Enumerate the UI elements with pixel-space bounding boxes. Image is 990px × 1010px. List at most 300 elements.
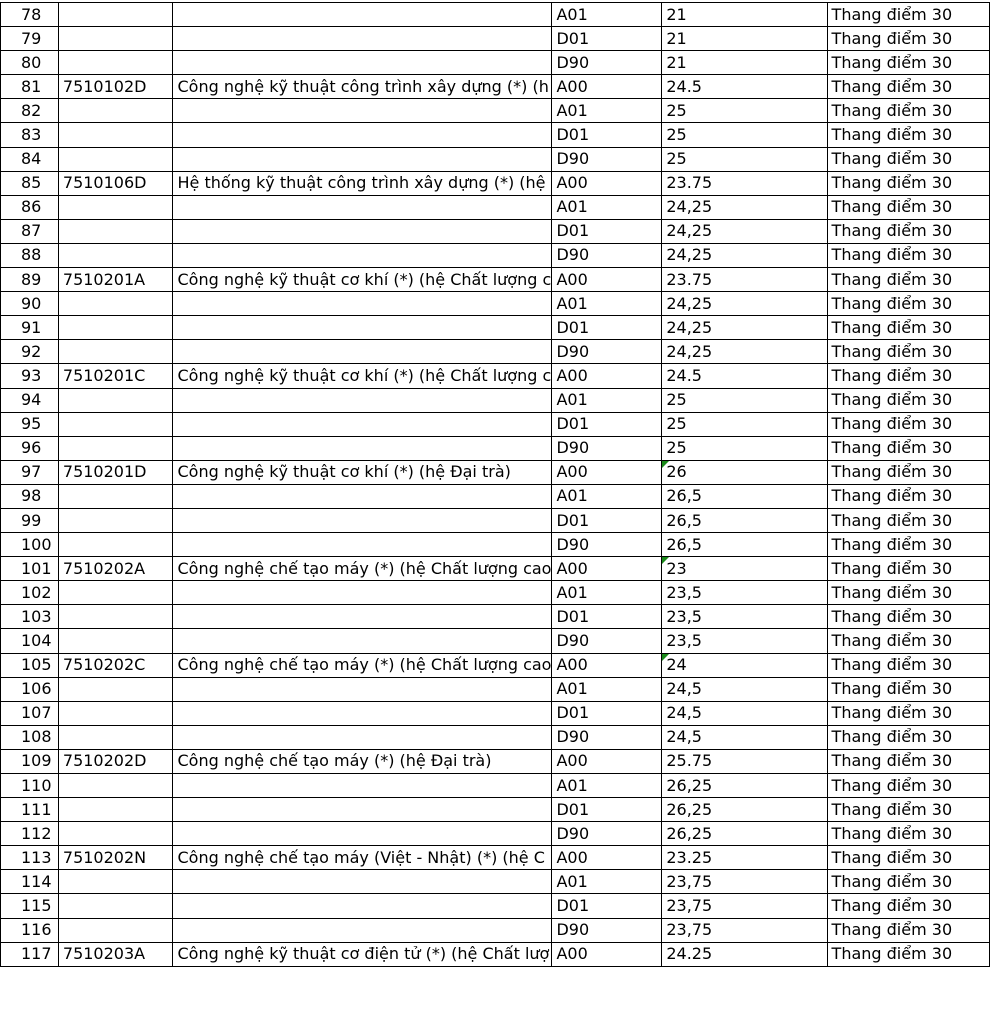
subject-combination-cell[interactable]: [552, 774, 662, 798]
subject-combination-cell[interactable]: [552, 653, 662, 677]
subject-combination-cell[interactable]: [552, 316, 662, 340]
benchmark-score-cell[interactable]: [662, 460, 827, 484]
subject-combination-cell[interactable]: [552, 822, 662, 846]
benchmark-score-text: 23,5: [666, 630, 702, 650]
benchmark-score-cell[interactable]: [662, 894, 827, 918]
major-code-text: 7510106D: [62, 173, 147, 193]
benchmark-score-cell[interactable]: [662, 412, 827, 436]
benchmark-score-cell[interactable]: [662, 557, 827, 581]
subject-combination-cell[interactable]: [552, 460, 662, 484]
major-code-cell[interactable]: [58, 412, 173, 436]
subject-combination-cell[interactable]: [552, 846, 662, 870]
major-name-cell[interactable]: [173, 894, 552, 918]
major-code-cell[interactable]: [58, 171, 173, 195]
row-number-cell[interactable]: [1, 870, 59, 894]
row-number-cell[interactable]: [1, 484, 59, 508]
row-number-cell[interactable]: [1, 147, 59, 171]
subject-combination-text: D90: [556, 341, 590, 361]
score-scale-text: Thang điểm 30: [831, 920, 953, 940]
benchmark-score-text: 23,75: [666, 871, 713, 891]
major-code-cell[interactable]: [58, 340, 173, 364]
row-number-cell[interactable]: [1, 292, 59, 316]
major-name-cell[interactable]: [173, 3, 552, 27]
row-number-cell[interactable]: [1, 629, 59, 653]
major-code-cell[interactable]: [58, 557, 173, 581]
subject-combination-cell[interactable]: [552, 268, 662, 292]
major-name-cell[interactable]: [173, 75, 552, 99]
subject-combination-cell[interactable]: [552, 798, 662, 822]
score-scale-cell[interactable]: [827, 364, 989, 388]
row-number-cell[interactable]: [1, 268, 59, 292]
benchmark-score-cell[interactable]: [662, 533, 827, 557]
score-scale-cell[interactable]: [827, 629, 989, 653]
row-number-cell[interactable]: [1, 581, 59, 605]
subject-combination-cell[interactable]: [552, 870, 662, 894]
benchmark-score-cell[interactable]: [662, 27, 827, 51]
major-code-cell[interactable]: [58, 460, 173, 484]
table-row: [1, 195, 990, 219]
major-code-cell[interactable]: [58, 436, 173, 460]
subject-combination-cell[interactable]: [552, 340, 662, 364]
row-number-cell[interactable]: [1, 195, 59, 219]
subject-combination-cell[interactable]: [552, 725, 662, 749]
row-number-text: 110: [21, 775, 52, 795]
benchmark-score-text: 25: [666, 390, 687, 410]
major-name-cell[interactable]: [173, 774, 552, 798]
score-scale-cell[interactable]: [827, 484, 989, 508]
major-name-cell[interactable]: [173, 412, 552, 436]
benchmark-score-text: 24,5: [666, 727, 702, 747]
score-scale-cell[interactable]: [827, 557, 989, 581]
score-scale-cell[interactable]: [827, 123, 989, 147]
major-name-cell[interactable]: [173, 51, 552, 75]
benchmark-score-cell[interactable]: [662, 870, 827, 894]
major-code-cell[interactable]: [58, 749, 173, 773]
score-scale-cell[interactable]: [827, 75, 989, 99]
subject-combination-cell[interactable]: [552, 557, 662, 581]
subject-combination-cell[interactable]: [552, 508, 662, 532]
row-number-cell[interactable]: [1, 822, 59, 846]
major-code-cell[interactable]: [58, 774, 173, 798]
benchmark-score-cell[interactable]: [662, 316, 827, 340]
row-number-cell[interactable]: [1, 894, 59, 918]
row-number-text: 112: [21, 823, 52, 843]
score-scale-text: Thang điểm 30: [831, 751, 953, 771]
benchmark-score-text: 24: [666, 655, 687, 675]
subject-combination-cell[interactable]: [552, 51, 662, 75]
subject-combination-text: A00: [556, 751, 588, 771]
score-scale-cell[interactable]: [827, 99, 989, 123]
score-scale-cell[interactable]: [827, 51, 989, 75]
major-code-cell[interactable]: [58, 195, 173, 219]
benchmark-score-cell[interactable]: [662, 749, 827, 773]
benchmark-score-cell[interactable]: [662, 798, 827, 822]
major-name-cell[interactable]: [173, 822, 552, 846]
row-number-text: 105: [21, 655, 52, 675]
score-scale-cell[interactable]: [827, 846, 989, 870]
row-number-text: 84: [21, 149, 42, 169]
major-name-cell[interactable]: [173, 846, 552, 870]
row-number-cell[interactable]: [1, 412, 59, 436]
benchmark-score-cell[interactable]: [662, 436, 827, 460]
major-code-cell[interactable]: [58, 99, 173, 123]
major-code-cell[interactable]: [58, 629, 173, 653]
score-scale-cell[interactable]: [827, 894, 989, 918]
major-code-cell[interactable]: [58, 605, 173, 629]
score-scale-cell[interactable]: [827, 798, 989, 822]
row-number-cell[interactable]: [1, 918, 59, 942]
major-code-cell[interactable]: [58, 870, 173, 894]
subject-combination-cell[interactable]: [552, 484, 662, 508]
major-name-cell[interactable]: [173, 533, 552, 557]
row-number-cell[interactable]: [1, 171, 59, 195]
row-number-text: 96: [21, 438, 42, 458]
row-number-text: 90: [21, 293, 42, 313]
score-scale-cell[interactable]: [827, 605, 989, 629]
major-name-cell[interactable]: [173, 557, 552, 581]
subject-combination-cell[interactable]: [552, 436, 662, 460]
major-name-cell[interactable]: [173, 653, 552, 677]
score-scale-text: Thang điểm 30: [831, 582, 953, 602]
subject-combination-cell[interactable]: [552, 195, 662, 219]
major-code-cell[interactable]: [58, 51, 173, 75]
row-number-cell[interactable]: [1, 846, 59, 870]
subject-combination-cell[interactable]: [552, 3, 662, 27]
table-row: [1, 316, 990, 340]
major-name-cell[interactable]: [173, 460, 552, 484]
major-name-cell[interactable]: [173, 918, 552, 942]
score-scale-cell[interactable]: [827, 27, 989, 51]
subject-combination-cell[interactable]: [552, 533, 662, 557]
benchmark-score-cell[interactable]: [662, 484, 827, 508]
benchmark-score-cell[interactable]: [662, 605, 827, 629]
score-scale-text: Thang điểm 30: [831, 655, 953, 675]
subject-combination-cell[interactable]: [552, 292, 662, 316]
subject-combination-cell[interactable]: [552, 605, 662, 629]
row-number-cell[interactable]: [1, 388, 59, 412]
major-code-text: 7510201A: [62, 269, 146, 289]
score-scale-text: Thang điểm 30: [831, 775, 953, 795]
subject-combination-text: D90: [556, 52, 590, 72]
score-scale-cell[interactable]: [827, 677, 989, 701]
score-scale-cell[interactable]: [827, 701, 989, 725]
score-scale-text: Thang điểm 30: [831, 197, 953, 217]
major-code-cell[interactable]: [58, 701, 173, 725]
row-number-text: 94: [21, 390, 42, 410]
major-code-cell[interactable]: [58, 822, 173, 846]
score-scale-cell[interactable]: [827, 581, 989, 605]
subject-combination-text: A00: [556, 365, 588, 385]
subject-combination-cell[interactable]: [552, 364, 662, 388]
table-row: [1, 243, 990, 267]
table-row: [1, 340, 990, 364]
score-scale-cell[interactable]: [827, 653, 989, 677]
row-number-text: 113: [21, 847, 52, 867]
major-code-cell[interactable]: [58, 508, 173, 532]
subject-combination-cell[interactable]: [552, 388, 662, 412]
score-scale-text: Thang điểm 30: [831, 52, 953, 72]
row-number-cell[interactable]: [1, 653, 59, 677]
major-code-cell[interactable]: [58, 147, 173, 171]
major-code-cell[interactable]: [58, 27, 173, 51]
subject-combination-cell[interactable]: [552, 147, 662, 171]
benchmark-score-cell[interactable]: [662, 75, 827, 99]
major-code-cell[interactable]: [58, 388, 173, 412]
major-code-cell[interactable]: [58, 653, 173, 677]
score-scale-cell[interactable]: [827, 870, 989, 894]
row-number-text: 116: [21, 920, 52, 940]
row-number-cell[interactable]: [1, 436, 59, 460]
subject-combination-cell[interactable]: [552, 75, 662, 99]
score-scale-cell[interactable]: [827, 292, 989, 316]
subject-combination-cell[interactable]: [552, 629, 662, 653]
major-name-cell[interactable]: [173, 701, 552, 725]
benchmark-score-cell[interactable]: [662, 725, 827, 749]
major-name-cell[interactable]: [173, 484, 552, 508]
benchmark-score-cell[interactable]: [662, 364, 827, 388]
major-code-cell[interactable]: [58, 484, 173, 508]
benchmark-score-text: 21: [666, 4, 687, 24]
row-number-cell[interactable]: [1, 3, 59, 27]
subject-combination-cell[interactable]: [552, 27, 662, 51]
major-name-cell[interactable]: [173, 219, 552, 243]
score-scale-cell[interactable]: [827, 195, 989, 219]
major-name-cell[interactable]: [173, 508, 552, 532]
score-scale-cell[interactable]: [827, 147, 989, 171]
major-name-cell[interactable]: [173, 123, 552, 147]
row-number-cell[interactable]: [1, 701, 59, 725]
major-name-text: Công nghệ kỹ thuật cơ khí (*) (hệ Chất lượng c: [177, 365, 552, 385]
major-name-cell[interactable]: [173, 99, 552, 123]
subject-combination-cell[interactable]: [552, 581, 662, 605]
major-name-cell[interactable]: [173, 388, 552, 412]
major-code-cell[interactable]: [58, 918, 173, 942]
major-name-text: Công nghệ chế tạo máy (Việt - Nhật) (*) (hệ C: [177, 847, 545, 867]
major-code-cell[interactable]: [58, 942, 173, 966]
score-scale-cell[interactable]: [827, 219, 989, 243]
row-number-cell[interactable]: [1, 460, 59, 484]
subject-combination-cell[interactable]: [552, 219, 662, 243]
benchmark-score-cell[interactable]: [662, 195, 827, 219]
row-number-cell[interactable]: [1, 27, 59, 51]
benchmark-score-cell[interactable]: [662, 147, 827, 171]
benchmark-score-cell[interactable]: [662, 99, 827, 123]
major-name-cell[interactable]: [173, 340, 552, 364]
row-number-cell[interactable]: [1, 340, 59, 364]
row-number-cell[interactable]: [1, 605, 59, 629]
row-number-cell[interactable]: [1, 508, 59, 532]
table-row: [1, 3, 990, 27]
major-name-cell[interactable]: [173, 942, 552, 966]
score-scale-cell[interactable]: [827, 460, 989, 484]
benchmark-score-cell[interactable]: [662, 219, 827, 243]
table-row: [1, 918, 990, 942]
row-number-cell[interactable]: [1, 75, 59, 99]
subject-combination-text: D90: [556, 149, 590, 169]
benchmark-score-text: 23,5: [666, 606, 702, 626]
major-name-cell[interactable]: [173, 725, 552, 749]
major-name-cell[interactable]: [173, 292, 552, 316]
benchmark-score-cell[interactable]: [662, 508, 827, 532]
major-name-cell[interactable]: [173, 677, 552, 701]
benchmark-score-cell[interactable]: [662, 171, 827, 195]
benchmark-score-cell[interactable]: [662, 677, 827, 701]
benchmark-score-cell[interactable]: [662, 3, 827, 27]
table-row: [1, 171, 990, 195]
score-scale-text: Thang điểm 30: [831, 28, 953, 48]
score-scale-cell[interactable]: [827, 388, 989, 412]
table-row: [1, 894, 990, 918]
major-name-cell[interactable]: [173, 749, 552, 773]
subject-combination-cell[interactable]: [552, 894, 662, 918]
major-code-cell[interactable]: [58, 219, 173, 243]
score-scale-cell[interactable]: [827, 316, 989, 340]
row-number-text: 86: [21, 197, 42, 217]
table-row: [1, 557, 990, 581]
major-name-cell[interactable]: [173, 243, 552, 267]
subject-combination-cell[interactable]: [552, 749, 662, 773]
benchmark-score-cell[interactable]: [662, 629, 827, 653]
benchmark-score-cell[interactable]: [662, 292, 827, 316]
score-scale-text: Thang điểm 30: [831, 871, 953, 891]
major-code-cell[interactable]: [58, 75, 173, 99]
major-name-cell[interactable]: [173, 364, 552, 388]
major-name-cell[interactable]: [173, 605, 552, 629]
score-scale-text: Thang điểm 30: [831, 727, 953, 747]
benchmark-score-cell[interactable]: [662, 268, 827, 292]
benchmark-score-cell[interactable]: [662, 822, 827, 846]
score-scale-cell[interactable]: [827, 340, 989, 364]
row-number-text: 83: [21, 125, 42, 145]
benchmark-score-text: 23,75: [666, 896, 713, 916]
major-name-cell[interactable]: [173, 195, 552, 219]
score-scale-cell[interactable]: [827, 243, 989, 267]
row-number-cell[interactable]: [1, 364, 59, 388]
row-number-cell[interactable]: [1, 123, 59, 147]
score-scale-cell[interactable]: [827, 533, 989, 557]
benchmark-score-cell[interactable]: [662, 340, 827, 364]
benchmark-score-cell[interactable]: [662, 774, 827, 798]
major-name-cell[interactable]: [173, 629, 552, 653]
major-code-cell[interactable]: [58, 243, 173, 267]
score-scale-cell[interactable]: [827, 942, 989, 966]
subject-combination-cell[interactable]: [552, 412, 662, 436]
score-scale-cell[interactable]: [827, 3, 989, 27]
benchmark-score-text: 26,5: [666, 510, 702, 530]
major-code-cell[interactable]: [58, 533, 173, 557]
benchmark-score-cell[interactable]: [662, 388, 827, 412]
score-scale-text: Thang điểm 30: [831, 944, 953, 964]
major-name-cell[interactable]: [173, 268, 552, 292]
subject-combination-cell[interactable]: [552, 701, 662, 725]
major-code-cell[interactable]: [58, 316, 173, 340]
subject-combination-cell[interactable]: [552, 99, 662, 123]
major-name-cell[interactable]: [173, 870, 552, 894]
row-number-cell[interactable]: [1, 774, 59, 798]
score-scale-cell[interactable]: [827, 412, 989, 436]
row-number-cell[interactable]: [1, 316, 59, 340]
score-scale-cell[interactable]: [827, 268, 989, 292]
row-number-cell[interactable]: [1, 243, 59, 267]
benchmark-score-cell[interactable]: [662, 243, 827, 267]
major-code-text: 7510203A: [62, 944, 146, 964]
major-code-cell[interactable]: [58, 894, 173, 918]
major-name-cell[interactable]: [173, 316, 552, 340]
major-code-cell[interactable]: [58, 725, 173, 749]
major-name-cell[interactable]: [173, 27, 552, 51]
table-row: [1, 123, 990, 147]
benchmark-score-cell[interactable]: [662, 918, 827, 942]
score-scale-cell[interactable]: [827, 749, 989, 773]
benchmark-score-cell[interactable]: [662, 701, 827, 725]
benchmark-score-cell[interactable]: [662, 846, 827, 870]
major-code-cell[interactable]: [58, 268, 173, 292]
score-scale-cell[interactable]: [827, 918, 989, 942]
row-number-text: 109: [21, 751, 52, 771]
subject-combination-cell[interactable]: [552, 942, 662, 966]
subject-combination-cell[interactable]: [552, 171, 662, 195]
row-number-cell[interactable]: [1, 219, 59, 243]
major-name-cell[interactable]: [173, 171, 552, 195]
score-scale-cell[interactable]: [827, 725, 989, 749]
major-code-cell[interactable]: [58, 292, 173, 316]
benchmark-score-cell[interactable]: [662, 581, 827, 605]
benchmark-score-text: 26,5: [666, 534, 702, 554]
subject-combination-cell[interactable]: [552, 677, 662, 701]
row-number-cell[interactable]: [1, 533, 59, 557]
row-number-cell[interactable]: [1, 51, 59, 75]
major-code-cell[interactable]: [58, 123, 173, 147]
major-code-cell[interactable]: [58, 798, 173, 822]
score-scale-cell[interactable]: [827, 436, 989, 460]
major-name-cell[interactable]: [173, 147, 552, 171]
score-scale-cell[interactable]: [827, 774, 989, 798]
score-scale-cell[interactable]: [827, 171, 989, 195]
subject-combination-cell[interactable]: [552, 243, 662, 267]
subject-combination-cell[interactable]: [552, 123, 662, 147]
major-code-cell[interactable]: [58, 846, 173, 870]
row-number-text: 87: [21, 221, 42, 241]
benchmark-score-cell[interactable]: [662, 942, 827, 966]
benchmark-score-cell[interactable]: [662, 653, 827, 677]
row-number-cell[interactable]: [1, 557, 59, 581]
major-code-cell[interactable]: [58, 364, 173, 388]
table-row: [1, 629, 990, 653]
table-row: [1, 75, 990, 99]
benchmark-score-text: 24.5: [666, 365, 702, 385]
score-scale-text: Thang điểm 30: [831, 486, 953, 506]
row-number-cell[interactable]: [1, 942, 59, 966]
row-number-cell[interactable]: [1, 725, 59, 749]
major-name-cell[interactable]: [173, 798, 552, 822]
row-number-cell[interactable]: [1, 798, 59, 822]
major-name-cell[interactable]: [173, 436, 552, 460]
row-number-cell[interactable]: [1, 749, 59, 773]
subject-combination-cell[interactable]: [552, 918, 662, 942]
major-code-cell[interactable]: [58, 581, 173, 605]
score-scale-cell[interactable]: [827, 822, 989, 846]
score-scale-text: Thang điểm 30: [831, 847, 953, 867]
major-name-cell[interactable]: [173, 581, 552, 605]
row-number-cell[interactable]: [1, 677, 59, 701]
score-scale-cell[interactable]: [827, 508, 989, 532]
benchmark-score-cell[interactable]: [662, 51, 827, 75]
major-code-cell[interactable]: [58, 3, 173, 27]
subject-combination-text: A01: [556, 390, 588, 410]
major-code-cell[interactable]: [58, 677, 173, 701]
benchmark-score-cell[interactable]: [662, 123, 827, 147]
row-number-cell[interactable]: [1, 99, 59, 123]
